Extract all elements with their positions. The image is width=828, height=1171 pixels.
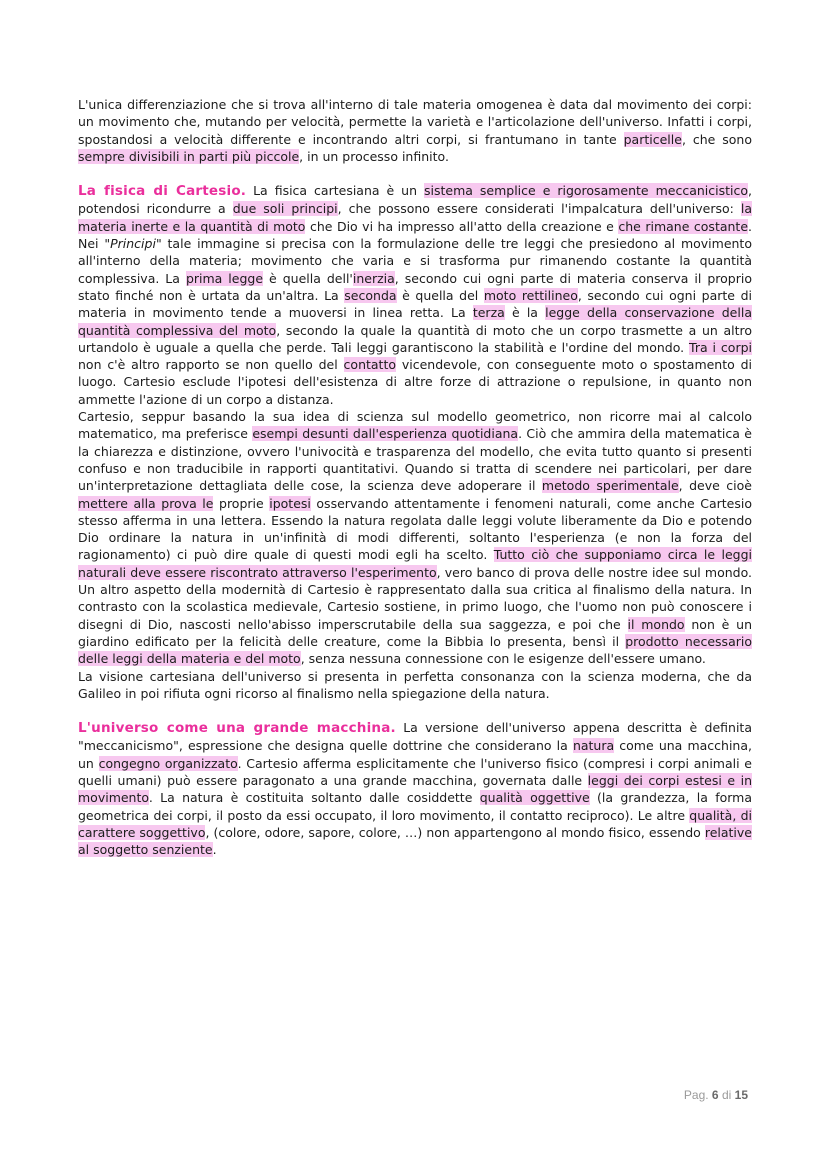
text-run: Principi <box>110 236 156 252</box>
highlighted-text: relative al soggetto senziente <box>78 824 752 858</box>
highlighted-text: terza <box>472 305 505 321</box>
text-run: . Cartesio afferma esplicitamente che l'universo fisico (compresi i corpi animali e quelli umani) può essere paragonato a una grande macchina, governata dalle <box>78 755 752 788</box>
text-run: è la <box>504 305 546 321</box>
text-run: è quella dell' <box>263 270 353 286</box>
text-run: Cartesio, seppur basando la sua idea di scienza sul modello geometrico, non ricorre mai al calcolo matematico, ma preferisce <box>78 409 752 442</box>
page-content <box>78 96 752 858</box>
text-run: , deve cioè <box>678 478 752 494</box>
highlighted-text: il mondo <box>627 616 685 632</box>
fisica-paragraph <box>78 182 752 408</box>
text-run: , secondo cui ogni parte di materia conserva il proprio stato finché non è urtata da un'altra. La <box>78 270 752 303</box>
scienza-body <box>78 409 752 666</box>
text-run: non c'è altro rapporto se non quello del <box>78 357 344 373</box>
text-run: , secondo cui ogni parte di materia in movimento tende a muoversi in linea retta. La <box>78 287 752 321</box>
highlighted-text: che rimane costante <box>618 218 749 234</box>
text-run: è quella del <box>396 287 484 303</box>
highlighted-text: legge della conservazione della quantità complessiva del moto <box>78 305 752 338</box>
highlighted-text: metodo sperimentale <box>541 478 679 494</box>
page-number: Pag. 6 di 15 <box>683 1088 748 1102</box>
highlighted-text: ipotesi <box>269 495 311 511</box>
intro-paragraph: L'unica differenziazione che si trova all'interno di tale materia omogenea è data dal movimento dei corpi: un movimento che, mutando per velocità, permette la varietà e l'articolazione dell'universo. Infatti i corpi, spostandosi a velocità differente e incontrando altri corpi, si frantumano in tante particelle, che sono sempre divisibili in parti più piccole, in un processo infinito. <box>78 97 752 164</box>
highlighted-text: contatto <box>343 357 397 373</box>
macchina-paragraph <box>78 719 752 858</box>
text-run: , potendosi ricondurre a <box>78 183 752 217</box>
highlighted-text: mettere alla prova le <box>78 495 214 511</box>
text-run: " tale immagine si precisa con la formulazione delle tre leggi che presiedono al movimento all'interno della materia; movimento che varia e si trasforma pur rimanendo costante la quantità complessiva. La <box>78 236 752 286</box>
highlighted-text: qualità, di carattere soggettivo <box>78 807 752 840</box>
highlighted-text: Tutto ciò che supponiamo circa le leggi naturali deve essere riscontrato attraverso l'esperimento <box>78 547 752 580</box>
highlighted-text: la materia inerte e la quantità di moto <box>78 201 752 234</box>
text-run: . La natura è costituita soltanto dalle cosiddette <box>148 790 480 806</box>
text-run: non è un giardino edificato per la felicità delle creature, come la Bibbia lo presenta, bensì il <box>78 616 753 649</box>
text-run: . Ciò che ammira della matematica è la chiarezza e distinzione, ovvero l'univocità e trasparenza del modello, che evita tutto quanto si presenti confuso e non traducibile in rapporti quantitativi. Quando si tratta di scendere nei particolari, per dare un'interpretazione dettagliata delle cose, la scienza deve adoperare il <box>78 426 752 494</box>
text-run: come una macchina, un <box>78 738 752 771</box>
text-run: proprie <box>213 495 270 511</box>
scienza-paragraph <box>78 408 752 667</box>
highlighted-text: prodotto necessario delle leggi della materia e del moto <box>78 633 752 667</box>
text-run: . <box>212 842 217 858</box>
fisica-body <box>78 183 752 407</box>
text-run: , (colore, odore, sapore, colore, …) non appartengono al mondo fisico, essendo <box>205 824 705 840</box>
section-heading-macchina: L'universo come una grande macchina. <box>78 720 396 737</box>
text-run: vicendevole, con conseguente moto o spostamento di luogo. Cartesio esclude l'ipotesi dell'esistenza di altre forze di attrazione o repulsione, in quanto non ammette l'azione di un corpo a distanza. <box>78 357 753 407</box>
highlighted-text: sistema semplice e rigorosamente meccanicistico <box>424 183 749 199</box>
highlighted-text: leggi dei corpi estesi e in movimento <box>78 772 753 806</box>
text-run: . Nei " <box>78 218 753 252</box>
text-run: osservando attentamente i fenomeni naturali, come anche Cartesio stesso afferma in una lettera. Essendo la natura regolata dalle leggi volute liberamente da Dio e potendo Dio ordinare la natura in un'infinità di modi differenti, soltanto l'esperienza (e non la forza del ragionamento) ci può dire quale di questi modi egli ha scelto. <box>78 495 752 563</box>
text-run: , secondo la quale la quantità di moto che un corpo trasmette a un altro urtandolo è uguale a quella che perde. Tali leggi garantiscono la stabilità e l'ordine del mondo. <box>78 322 753 355</box>
highlighted-text: due soli principi <box>232 201 338 217</box>
highlighted-text: moto rettilineo <box>483 287 578 303</box>
highlighted-text: inerzia <box>352 270 395 286</box>
text-run: , che possono essere considerati l'impalcatura dell'universo: <box>337 201 741 217</box>
highlighted-text: qualità oggettive <box>479 790 590 806</box>
highlighted-text: Tra i corpi <box>689 339 752 355</box>
highlighted-text: esempi desunti dall'esperienza quotidiana <box>252 426 519 442</box>
section-heading-fisica: La fisica di Cartesio. <box>78 183 247 200</box>
macchina-body <box>78 720 752 857</box>
text-run: La fisica cartesiana è un <box>246 183 424 199</box>
text-run: che Dio vi ha impresso all'atto della creazione e <box>305 218 619 234</box>
highlighted-text: seconda <box>344 287 397 303</box>
text-run: La versione dell'universo appena descritta è definita "meccanicismo", espressione che designa quelle dottrine che considerano la <box>78 720 752 754</box>
closing-paragraph: La visione cartesiana dell'universo si presenta in perfetta consonanza con la scienza moderna, che da Galileo in poi rifiuta ogni ricorso al finalismo nella spiegazione della natura. <box>78 668 752 701</box>
highlighted-text: prima legge <box>185 270 264 286</box>
text-run: , vero banco di prova delle nostre idee sul mondo. Un altro aspetto della modernità di Cartesio è rappresentato dalla sua critica al finalismo della natura. In contrasto con la scolastica medievale, Cartesio sostiene, in primo luogo, che l'uomo non può conoscere i disegni di Dio, nascosti nello'abisso imperscrutabile della sua saggezza, e poi che <box>78 564 752 632</box>
highlighted-text: natura <box>572 738 615 754</box>
highlighted-text: congegno organizzato <box>98 755 238 771</box>
text-run: (la grandezza, la forma geometrica dei corpi, il posto da essi occupato, il loro movimento, il contatto reciproco). Le altre <box>78 790 752 823</box>
text-run: , senza nessuna connessione con le esigenze dell'essere umano. <box>300 651 706 667</box>
